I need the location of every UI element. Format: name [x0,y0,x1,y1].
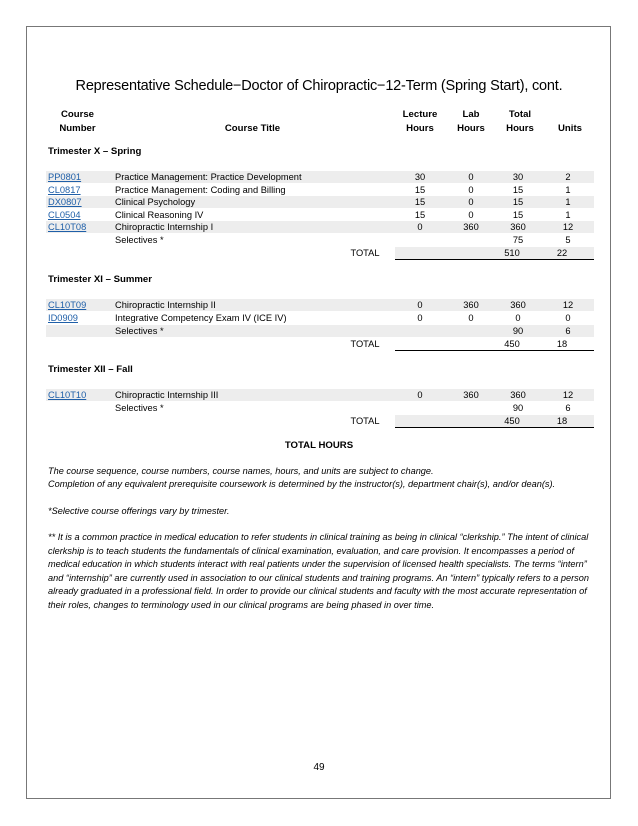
header-lab-top: Lab [462,109,480,120]
units: 1 [565,210,571,220]
lecture-hours: 0 [417,300,423,310]
trimester-heading: Trimester XI – Summer [48,274,152,285]
note-subject-to-change: The course sequence, course numbers, course names, hours, and units are subject to change. [48,466,434,476]
total-hours: 360 [510,390,526,400]
header-title-text: Course Title [224,123,281,134]
course-title: Chiropractic Internship II [115,300,216,310]
table-row [46,171,594,183]
table-row [46,184,594,196]
course-code-link[interactable]: ID0909 [48,313,78,323]
total-hours: 30 [512,172,524,182]
header-lecture-top: Lecture [402,109,438,120]
lab-hours: 0 [468,185,474,195]
total-label: TOTAL [350,416,380,426]
note-clerkship: ** It is a common practice in medical education to refer students in clinical training as being in clinical “clerkship.” The intent of clinical clerkship is to teach students the fundamentals of clinical examination, evaluation, and care provision. It encompasses a period of medical education in which students interact with real patients under the supervision of licensed health specialists. The terms “intern” and “internship” are currently used in association to our clinical students and training programs. An “intern” typically refers to a person already graduated in a professional field. In order to provide our clinical students and faculty with the most accurate representation of their roles, changes to terminology used in our clinical programs are being phased in over time. [48,532,589,610]
total-hours-sum: 450 [504,339,520,349]
lecture-hours: 0 [417,313,423,323]
course-code-link[interactable]: PP0801 [48,172,82,182]
course-title: Chiropractic Internship III [115,390,219,400]
course-code-link[interactable]: DX0807 [48,197,82,207]
table-row [46,402,594,414]
header-course-bottom: Number [59,123,96,134]
units: 6 [565,403,571,413]
course-title: Practice Management: Practice Development [115,172,302,182]
total-row [395,338,594,351]
table-row [46,312,594,324]
course-title: Practice Management: Coding and Billing [115,185,286,195]
course-code-link[interactable]: CL10T10 [48,390,87,400]
table-row [46,209,594,221]
trimester-heading: Trimester XII – Fall [48,364,133,375]
total-row [395,415,594,428]
total-hours-sum: 450 [504,416,520,426]
course-title: Chiropractic Internship I [115,222,214,232]
lecture-hours: 15 [414,185,426,195]
header-course-number [50,108,105,136]
total-row [395,247,594,260]
total-hours: 360 [510,222,526,232]
total-label: TOTAL [350,339,380,349]
total-hours: 0 [515,313,521,323]
total-hours: 90 [512,326,524,336]
header-lab-hours [451,108,491,136]
page-number: 49 [313,762,325,773]
header-lecture-bottom: Hours [406,123,434,134]
table-row [46,389,594,401]
table-row [46,234,594,246]
total-units-sum: 18 [556,339,568,349]
course-title: Integrative Competency Exam IV (ICE IV) [115,313,287,323]
units: 12 [562,222,574,232]
units: 1 [565,197,571,207]
lecture-hours: 0 [417,390,423,400]
units: 6 [565,326,571,336]
lecture-hours: 15 [414,197,426,207]
header-lecture-hours [398,108,442,136]
units: 12 [562,390,574,400]
units: 5 [565,235,571,245]
total-hours: 90 [512,403,524,413]
header-lab-bottom: Hours [457,123,485,134]
total-hours-sum: 510 [504,248,520,258]
header-units-text: Units [558,123,582,134]
header-course-title [200,122,305,136]
header-total-bottom: Hours [506,123,534,134]
header-total-top: Total [508,109,532,120]
lecture-hours: 30 [414,172,426,182]
page-title: Representative Schedule−Doctor of Chiropractic−12-Term (Spring Start), cont. [75,78,563,94]
total-hours: 15 [512,210,524,220]
table-row [46,196,594,208]
trimester-heading: Trimester X – Spring [48,146,142,157]
header-total-hours [498,108,542,136]
total-hours: 360 [510,300,526,310]
lab-hours: 0 [468,197,474,207]
table-row [46,325,594,337]
total-hours-heading: TOTAL HOURS [284,440,354,451]
units: 12 [562,300,574,310]
lab-hours: 0 [468,313,474,323]
course-code-link[interactable]: CL10T09 [48,300,87,310]
course-code-link[interactable]: CL0504 [48,210,81,220]
lab-hours: 360 [463,390,479,400]
total-hours: 75 [512,235,524,245]
course-code-link[interactable]: CL0817 [48,185,81,195]
course-title: Clinical Psychology [115,197,196,207]
lecture-hours: 0 [417,222,423,232]
lab-hours: 0 [468,210,474,220]
total-label: TOTAL [350,248,380,258]
course-title: Clinical Reasoning IV [115,210,204,220]
course-title: Selectives * [115,326,164,336]
header-course-top: Course [60,109,95,120]
course-code-link[interactable]: CL10T08 [48,222,87,232]
units: 0 [565,313,571,323]
total-hours: 15 [512,197,524,207]
units: 2 [565,172,571,182]
lab-hours: 360 [463,222,479,232]
table-row [46,299,594,311]
course-title: Selectives * [115,403,164,413]
lab-hours: 360 [463,300,479,310]
units: 1 [565,185,571,195]
table-row [46,221,594,233]
course-title: Selectives * [115,235,164,245]
total-units-sum: 22 [556,248,568,258]
header-units [550,122,590,136]
lecture-hours: 15 [414,210,426,220]
total-units-sum: 18 [556,416,568,426]
total-hours: 15 [512,185,524,195]
note-selectives: *Selective course offerings vary by trimester. [48,506,230,516]
lab-hours: 0 [468,172,474,182]
note-prerequisites: Completion of any equivalent prerequisite coursework is determined by the instructor(s), department chair(s), and/or dean(s). [48,479,556,489]
